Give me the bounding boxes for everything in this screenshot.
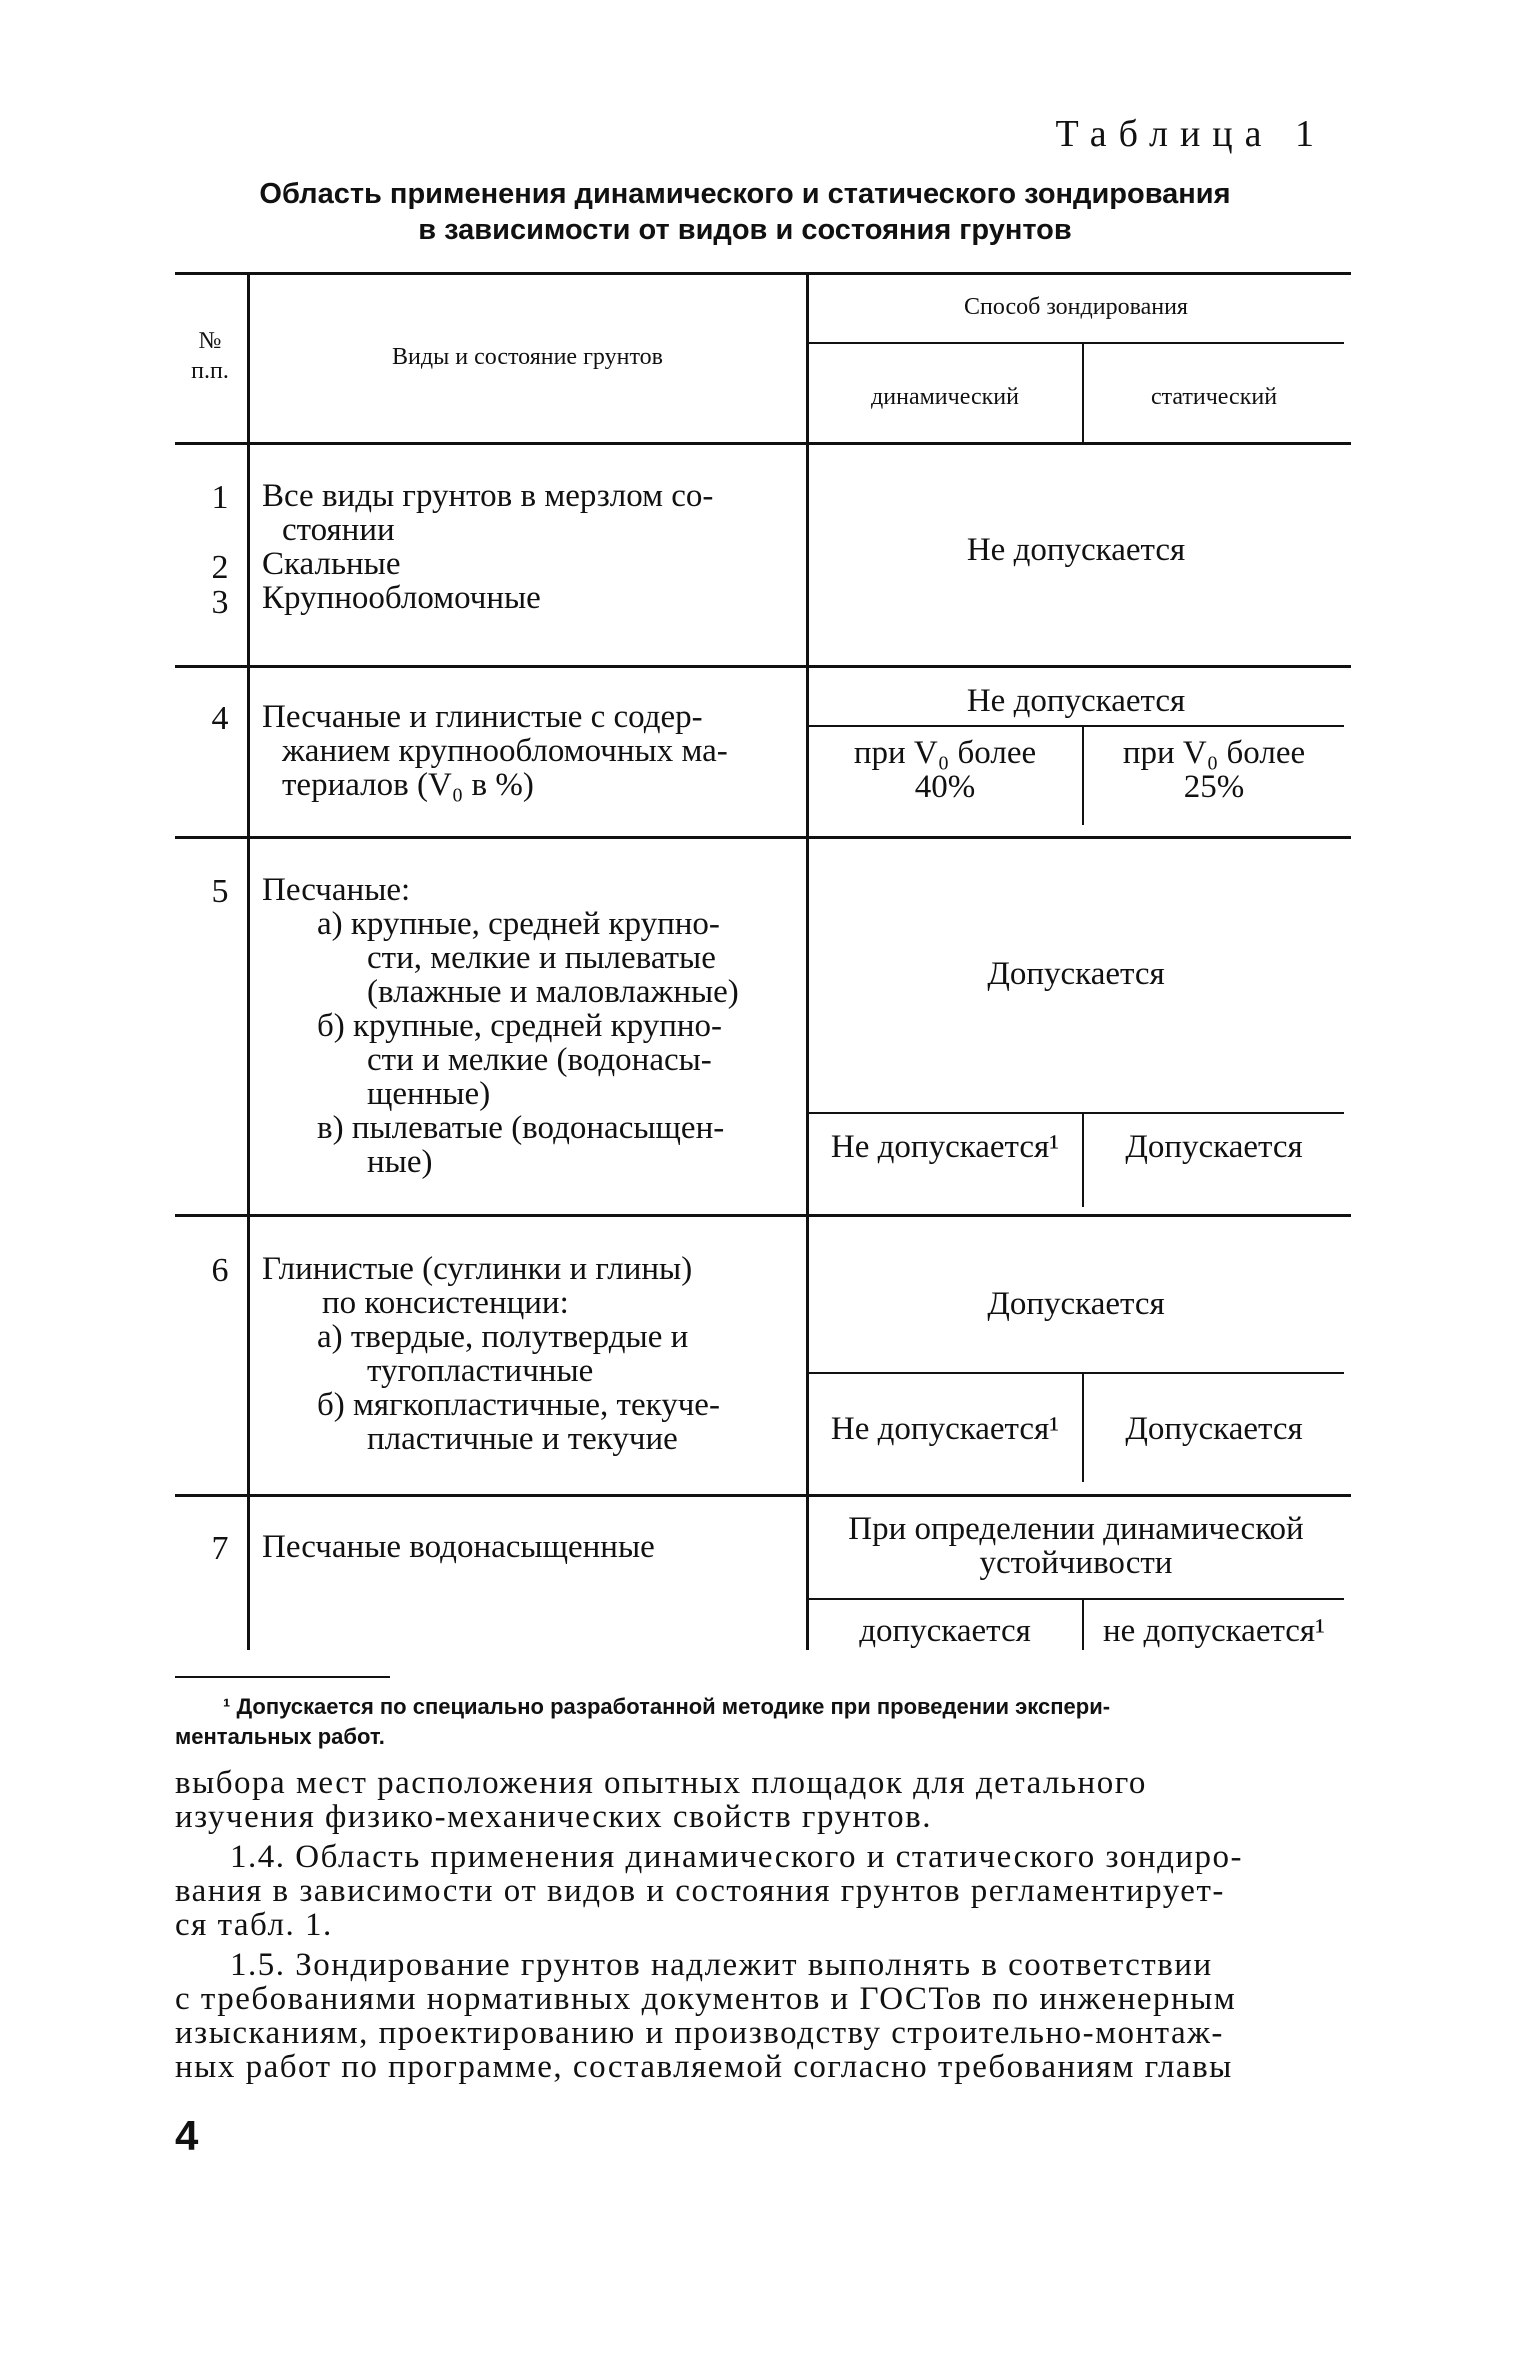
row1-num-2: 2: [211, 549, 229, 586]
row6-line-6: пластичные и текучие: [367, 1421, 678, 1457]
row5-split-rule: [808, 1112, 1344, 1114]
row7-merged: [808, 1512, 1344, 1580]
row4-merged: Не допускается: [966, 683, 1186, 719]
row4-static-line-1: при V₀ более: [1122, 735, 1306, 771]
row4-line-2: жанием крупнообломочных ма-: [282, 733, 728, 769]
row6-line-5: б) мягкопластичные, текуче-: [317, 1387, 720, 1423]
header-bottom-rule: [175, 442, 1351, 445]
row5-line-3: сти, мелкие и пылеватые: [367, 940, 716, 976]
row6-line-4: тугопластичные: [367, 1353, 594, 1389]
row-separator-4: [175, 1494, 1351, 1497]
row5-line-5: б) крупные, средней крупно-: [317, 1008, 723, 1044]
header-num-line-1: №: [198, 328, 222, 354]
row6-static: Допускается: [1125, 1411, 1303, 1447]
row7-num: 7: [211, 1530, 229, 1567]
row7-merged-line-2: устойчивости: [979, 1545, 1173, 1581]
row5-line-8: в) пылеватые (водонасыщен-: [317, 1110, 725, 1146]
body-text: [175, 1766, 1351, 2084]
paragraph-3-line-2: с требованиями нормативных документов и ГОСТов по инженерным: [175, 1981, 1237, 2017]
row6-dynamic: Не допускается¹: [830, 1411, 1060, 1447]
row5-line-6: сти и мелкие (водонасы-: [367, 1042, 712, 1078]
row4-dynamic-line-2: 40%: [914, 769, 976, 805]
row1-num-3: 3: [211, 584, 229, 621]
paragraph-2: [175, 1840, 1351, 1942]
num-column-rule: [247, 272, 250, 1650]
row4-num: 4: [211, 700, 229, 737]
row5-line-1: Песчаные:: [262, 872, 411, 908]
row6-merged: Допускается: [987, 1286, 1165, 1322]
row1-num-1: 1: [211, 479, 229, 516]
table-caption-line-2: в зависимости от видов и состояния грунтов: [418, 214, 1072, 246]
paragraph-3-line-1: 1.5. Зондирование грунтов надлежит выполнять в соответствии: [230, 1947, 1213, 1983]
paragraph-3-line-4: ных работ по программе, составляемой согласно требованиям главы: [175, 2049, 1233, 2085]
row7-dynamic: допускается: [859, 1613, 1031, 1649]
row4-merged-rule: [808, 725, 1344, 727]
row1-line-1: Все виды грунтов в мерзлом со-: [262, 478, 714, 514]
header-dynamic: динамический: [871, 384, 1019, 410]
row5-soil: [262, 873, 797, 1179]
row-separator-3: [175, 1214, 1351, 1217]
header-num: [175, 326, 245, 386]
row5-dynamic: Не допускается¹: [830, 1129, 1060, 1165]
row6-line-3: а) твердые, полутвердые и: [317, 1319, 689, 1355]
paragraph-2-line-3: ся табл. 1.: [175, 1907, 333, 1943]
paragraph-2-line-1: 1.4. Область применения динамического и статического зондиро-: [230, 1839, 1244, 1875]
row7-static: не допускается¹: [1102, 1613, 1326, 1649]
row7-merged-line-1: При определении динамической: [848, 1511, 1304, 1547]
footnote: [175, 1692, 1351, 1752]
paragraph-1-line-1: выбора мест расположения опытных площадок для детального: [175, 1765, 1147, 1801]
row4-dynamic: [808, 736, 1082, 804]
paragraph-3: [175, 1948, 1351, 2084]
row4-static: [1084, 736, 1344, 804]
row5-line-7: щенные): [367, 1076, 491, 1112]
row4-static-line-2: 25%: [1183, 769, 1245, 805]
row5-num: 5: [211, 873, 229, 910]
row4-dynamic-line-1: при V₀ более: [853, 735, 1037, 771]
row7-split-rule: [808, 1598, 1344, 1600]
row6-line-1: Глинистые (суглинки и глины): [262, 1251, 693, 1287]
paragraph-1: [175, 1766, 1351, 1834]
row5-line-9: ные): [367, 1144, 433, 1180]
row5-merged: Допускается: [987, 956, 1165, 992]
page-number: 4: [175, 2112, 199, 2159]
row6-num: 6: [211, 1252, 229, 1289]
table-caption-line-1: Область применения динамического и статического зондирования: [259, 178, 1231, 210]
header-method: Способ зондирования: [964, 294, 1188, 320]
table-top-rule: [175, 272, 1351, 275]
row4-soil: [262, 700, 797, 802]
row6-soil: [262, 1252, 797, 1456]
header-num-line-2: п.п.: [191, 358, 229, 384]
method-subheader-rule: [808, 342, 1344, 344]
paragraph-2-line-2: вания в зависимости от видов и состояния грунтов регламентирует-: [175, 1873, 1225, 1909]
row5-static: Допускается: [1125, 1129, 1303, 1165]
row5-line-4: (влажные и маловлажные): [367, 974, 739, 1010]
row1-merged: Не допускается: [966, 532, 1186, 568]
row7-line-1: Песчаные водонасыщенные: [262, 1529, 655, 1565]
paragraph-1-line-2: изучения физико-механических свойств грунтов.: [175, 1799, 933, 1835]
row-separator-1: [175, 665, 1351, 668]
row4-line-3: териалов (V₀ в %): [282, 767, 534, 803]
paragraph-3-line-3: изысканиям, проектированию и производству строительно-монтаж-: [175, 2015, 1224, 2051]
row1-line-4: Крупнообломочные: [262, 580, 541, 616]
header-static: статический: [1150, 384, 1278, 410]
footnote-rule: [175, 1676, 390, 1678]
row-separator-2: [175, 836, 1351, 839]
row5-line-2: а) крупные, средней крупно-: [317, 906, 720, 942]
footnote-line-1: ¹ Допускается по специально разработанной методике при проведении экспери-: [223, 1694, 1111, 1719]
row6-split-rule: [808, 1372, 1344, 1374]
row1-line-3: Скальные: [262, 546, 401, 582]
row1-line-2: стоянии: [282, 512, 395, 548]
row4-line-1: Песчаные и глинистые с содер-: [262, 699, 703, 735]
header-soil: Виды и состояние грунтов: [392, 344, 663, 370]
table-label: Таблица 1: [1055, 113, 1326, 155]
footnote-line-2: ментальных работ.: [175, 1724, 385, 1749]
row6-line-2: по консистенции:: [322, 1285, 569, 1321]
row7-soil: [262, 1530, 797, 1564]
row1-soil: [262, 479, 797, 615]
